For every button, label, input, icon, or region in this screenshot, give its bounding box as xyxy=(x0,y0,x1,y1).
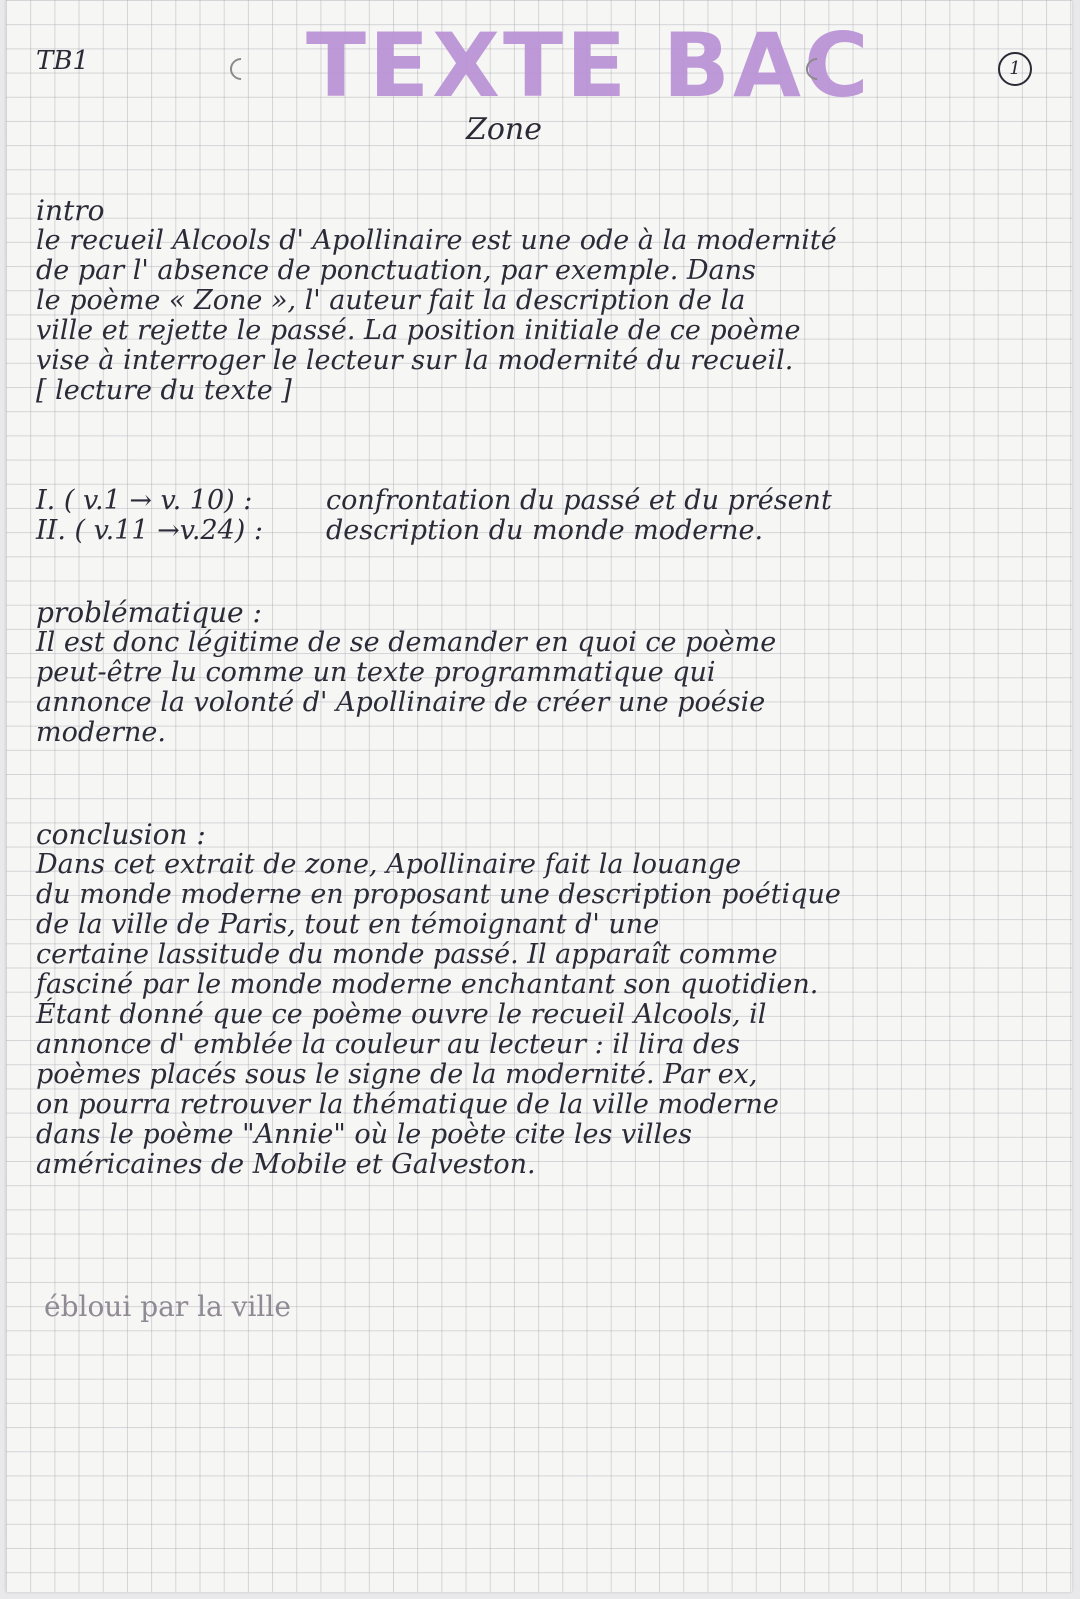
intro-label: intro xyxy=(36,194,105,227)
problematique-line: peut-être lu comme un texte programmatique qui xyxy=(36,657,716,688)
conclusion-line: Étant donné que ce poème ouvre le recueil Alcools, il xyxy=(36,999,767,1030)
page-number: 1 xyxy=(998,52,1032,86)
intro-section xyxy=(36,196,837,406)
pencil-note: ébloui par la ville xyxy=(44,1290,291,1323)
conclusion-line: fasciné par le monde moderne enchantant son quotidien. xyxy=(36,969,819,1000)
plan-section xyxy=(36,486,832,546)
intro-line: le poème « Zone », l' auteur fait la description de la xyxy=(36,285,746,316)
problematique-line: moderne. xyxy=(36,717,166,748)
page-code: TB1 xyxy=(36,46,89,76)
plan-item xyxy=(36,516,832,546)
conclusion-line: certaine lassitude du monde passé. Il apparaît comme xyxy=(36,939,778,970)
plan-text: description du monde moderne. xyxy=(326,515,764,546)
intro-line: ville et rejette le passé. La position initiale de ce poème xyxy=(36,315,801,346)
plan-ref: I. ( v.1 → v. 10) : xyxy=(36,485,253,516)
intro-line: de par l' absence de ponctuation, par exemple. Dans xyxy=(36,255,756,286)
conclusion-line: Dans cet extrait de zone, Apollinaire fait la louange xyxy=(36,849,742,880)
conclusion-line: dans le poème "Annie" où le poète cite les villes xyxy=(36,1119,692,1150)
plan-text: confrontation du passé et du présent xyxy=(326,485,832,516)
conclusion-line: de la ville de Paris, tout en témoignant d' une xyxy=(36,909,660,940)
plan-item xyxy=(36,486,832,516)
intro-line: [ lecture du texte ] xyxy=(36,375,292,406)
binder-hole-left xyxy=(225,53,256,84)
intro-line: vise à interroger le lecteur sur la modernité du recueil. xyxy=(36,345,794,376)
conclusion-line: américaines de Mobile et Galveston. xyxy=(36,1149,536,1180)
intro-line: le recueil Alcools d' Apollinaire est une ode à la modernité xyxy=(36,225,837,256)
subtitle: Zone xyxy=(466,112,542,147)
conclusion-line: poèmes placés sous le signe de la modernité. Par ex, xyxy=(36,1059,758,1090)
conclusion-label: conclusion : xyxy=(36,818,206,851)
conclusion-line: annonce d' emblée la couleur au lecteur : il lira des xyxy=(36,1029,741,1060)
plan-ref: II. ( v.11 →v.24) : xyxy=(36,515,264,546)
notebook-page xyxy=(6,0,1072,1592)
problematique-label: problématique : xyxy=(36,596,262,629)
problematique-line: annonce la volonté d' Apollinaire de créer une poésie xyxy=(36,687,766,718)
conclusion-section xyxy=(36,820,841,1180)
problematique-section xyxy=(36,598,776,748)
problematique-line: Il est donc légitime de se demander en quoi ce poème xyxy=(36,627,777,658)
page-title: TEXTE BAC xyxy=(306,14,872,117)
conclusion-line: du monde moderne en proposant une description poétique xyxy=(36,879,841,910)
conclusion-line: on pourra retrouver la thématique de la ville moderne xyxy=(36,1089,779,1120)
